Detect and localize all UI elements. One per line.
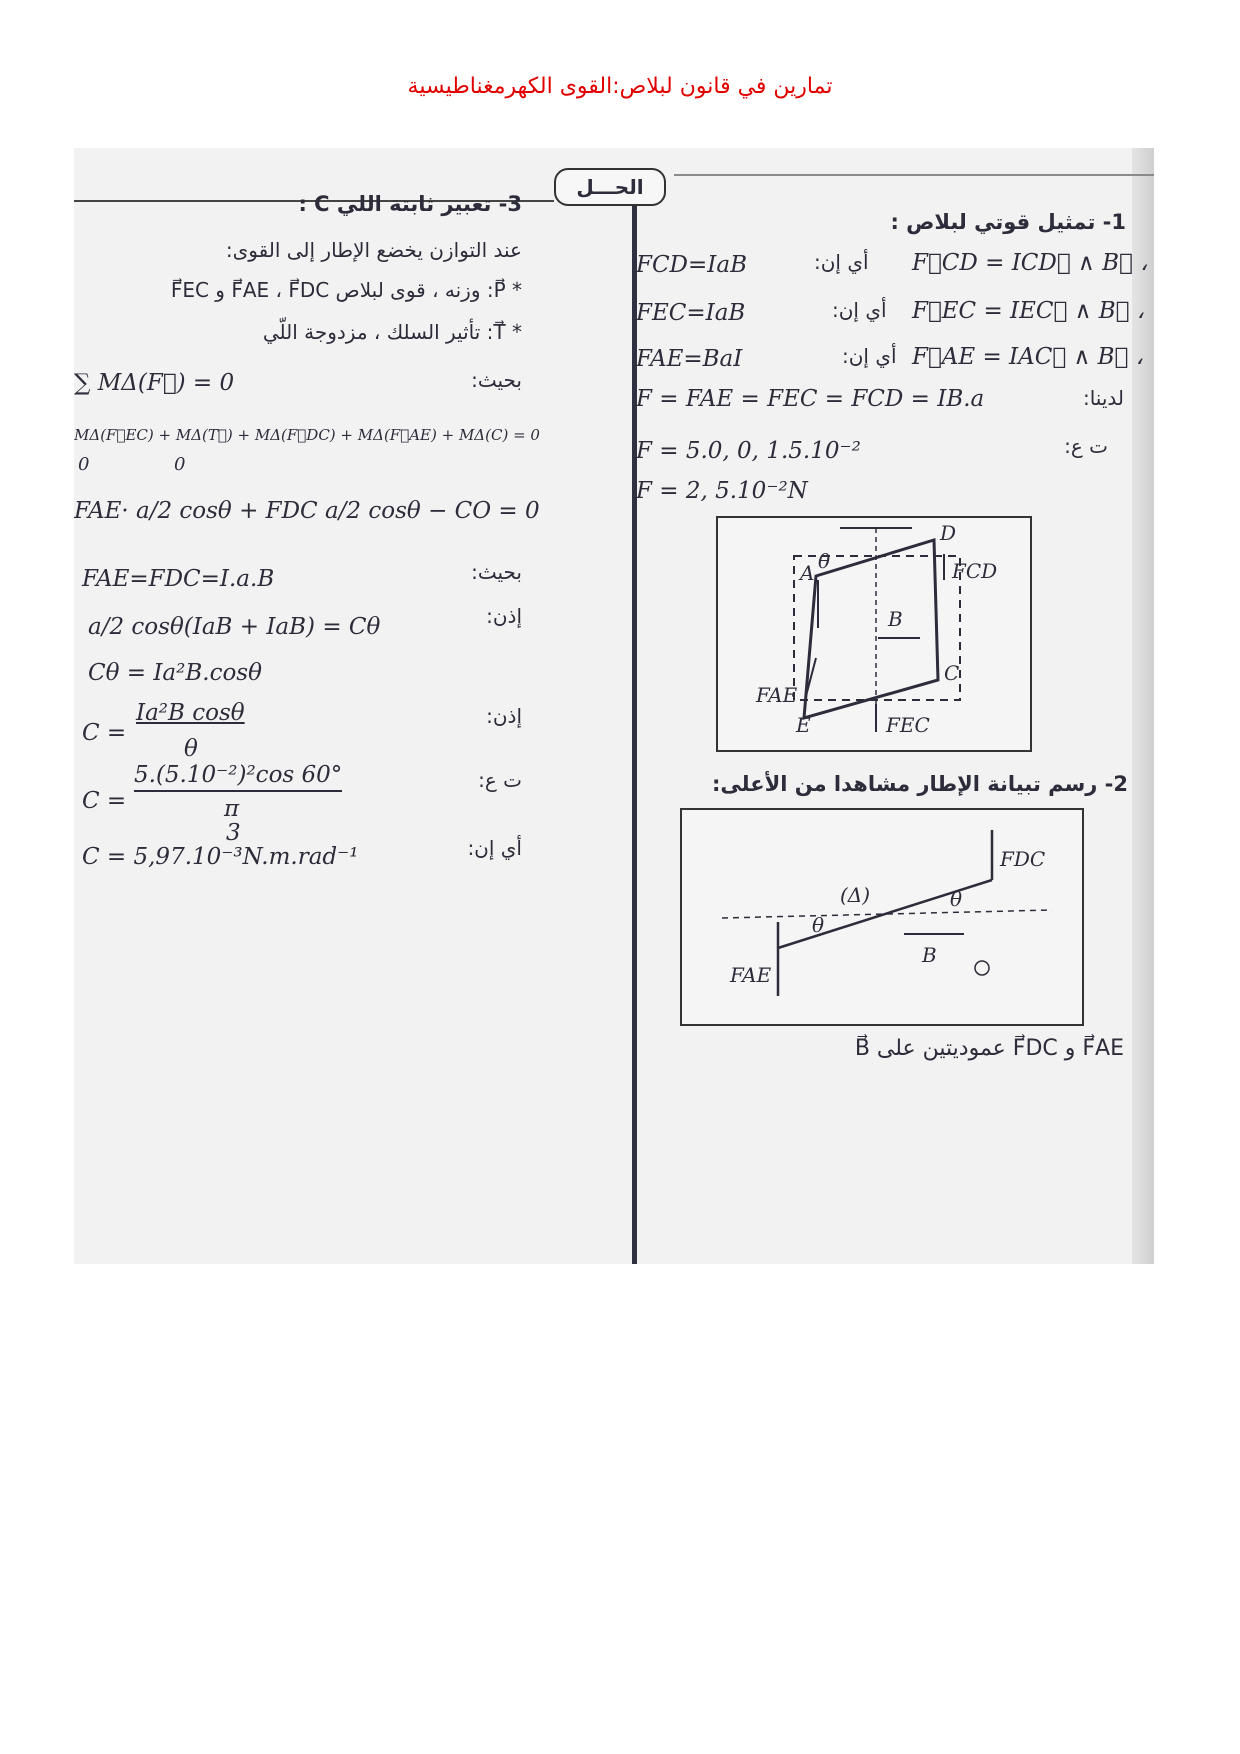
label-c: C — [944, 661, 960, 685]
bihayth-label-2: بحيث: — [471, 560, 522, 584]
zero-under-2: 0 — [174, 454, 186, 475]
eq-fcd-value: FCD=IaB — [636, 252, 747, 278]
label-fdc: FDC — [1000, 847, 1046, 871]
heading-part-1: 1- تمثيل قوتي لبلاص : — [890, 210, 1126, 234]
eq-fae-value: FAE=BaI — [636, 346, 743, 372]
solution-banner: الحـــل — [554, 168, 666, 206]
label-e: E — [796, 713, 811, 737]
label-fec: FEC — [886, 713, 930, 737]
eq-fcd-ayinna: أي إن: — [814, 250, 869, 274]
eq-fcd-vector: F⃗CD = ICD⃗ ∧ B⃗ ، — [912, 250, 1148, 276]
equilibrium-intro: عند التوازن يخضع الإطار إلى القوى: — [225, 238, 522, 262]
eq-force-values: FAE=FDC=I.a.B — [82, 566, 275, 592]
eq-fae-vector: F⃗AE = IAC⃗ ∧ B⃗ ، — [912, 344, 1144, 370]
ayinna-label: أي إن: — [467, 836, 522, 860]
eq-c-numeric-numerator: 5.(5.10⁻²)²cos 60° — [134, 762, 342, 792]
eq-torque-balance: FAE· a/2 cosθ + FDC a/2 cosθ − CO = 0 — [74, 498, 540, 524]
eq-fec-vector: F⃗EC = IEC⃗ ∧ B⃗ ، — [912, 298, 1145, 324]
eq-c-theta: Cθ = Ia²B.cosθ — [88, 660, 262, 686]
bihayth-label-1: بحيث: — [471, 368, 522, 392]
label-b: B — [888, 607, 903, 631]
label-delta: (Δ) — [840, 883, 871, 907]
idhan-label-2: إذن: — [486, 704, 522, 728]
eq-force-numeric: F = 5.0, 0, 1.5.10⁻² — [636, 438, 861, 464]
eq-simplified: a/2 cosθ(IaB + IaB) = Cθ — [88, 614, 381, 640]
eq-c-numerator: Ia²B cosθ — [136, 700, 245, 726]
ladina-label: لدينا: — [1082, 386, 1124, 410]
eq-force-result: F = 2, 5.10⁻²N — [636, 478, 808, 504]
label-fae-top: FAE — [730, 963, 772, 987]
top-view-diagram — [682, 810, 1082, 1024]
numeric-app-label-1: ت ع: — [1064, 434, 1108, 458]
label-fcd: FCD — [952, 559, 998, 583]
eq-c-result: C = 5,97.10⁻³N.m.rad⁻¹ — [82, 844, 359, 870]
label-d: D — [940, 521, 957, 545]
zero-under-1: 0 — [78, 454, 90, 475]
heading-part-2: 2- رسم تبيانة الإطار مشاهدا من الأعلى: — [712, 772, 1128, 796]
scanned-page — [74, 148, 1154, 1264]
eq-moment-sum: ∑ MΔ(F⃗) = 0 — [74, 370, 235, 396]
figure-frame-diagram — [716, 516, 1032, 752]
c-equals-1: C = — [82, 720, 127, 746]
numeric-app-label-2: ت ع: — [478, 768, 522, 792]
eq-fec-value: FEC=IaB — [636, 300, 746, 326]
label-b-top: B — [922, 943, 937, 967]
idhan-label-1: إذن: — [486, 604, 522, 628]
label-theta-bottom: θ — [812, 913, 825, 937]
current-into-page-icon — [975, 961, 989, 975]
eq-c-numeric-three: 3 — [226, 820, 241, 846]
eq-fae-ayinna: أي إن: — [842, 344, 897, 368]
eq-c-denominator: θ — [184, 736, 198, 762]
label-theta: θ — [818, 549, 831, 573]
figure-top-view — [680, 808, 1084, 1026]
heading-part-3: 3- تعبير ثابتة اللي C : — [298, 192, 522, 216]
header-rule-right — [674, 174, 1154, 176]
eq-c-numeric-pi: π — [224, 796, 240, 822]
frame-diagram — [718, 518, 1030, 750]
eq-moment-expanded: MΔ(F⃗EC) + MΔ(T⃗) + MΔ(F⃗DC) + MΔ(F⃗AE) + MΔ(C) = 0 — [74, 426, 540, 444]
c-equals-2: C = — [82, 788, 127, 814]
eq-force-equality: F = FAE = FEC = FCD = IB.a — [636, 386, 985, 412]
force-list-1: * P⃗: وزنه ، قوى لبلاص F⃗AE ، F⃗DC و F⃗EC — [170, 278, 522, 302]
force-list-2: * T⃗: تأثير السلك ، مزدوجة اللّي — [262, 320, 522, 344]
perpendicular-note: F⃗AE و F⃗DC عموديتين على B⃗ — [854, 1036, 1124, 1061]
label-fae: FAE — [756, 683, 798, 707]
eq-fec-ayinna: أي إن: — [832, 298, 887, 322]
page-title: تمارين في قانون لبلاص:القوى الكهرمغناطيسية — [407, 74, 833, 99]
label-theta-top: θ — [950, 887, 963, 911]
label-a: A — [800, 561, 815, 585]
